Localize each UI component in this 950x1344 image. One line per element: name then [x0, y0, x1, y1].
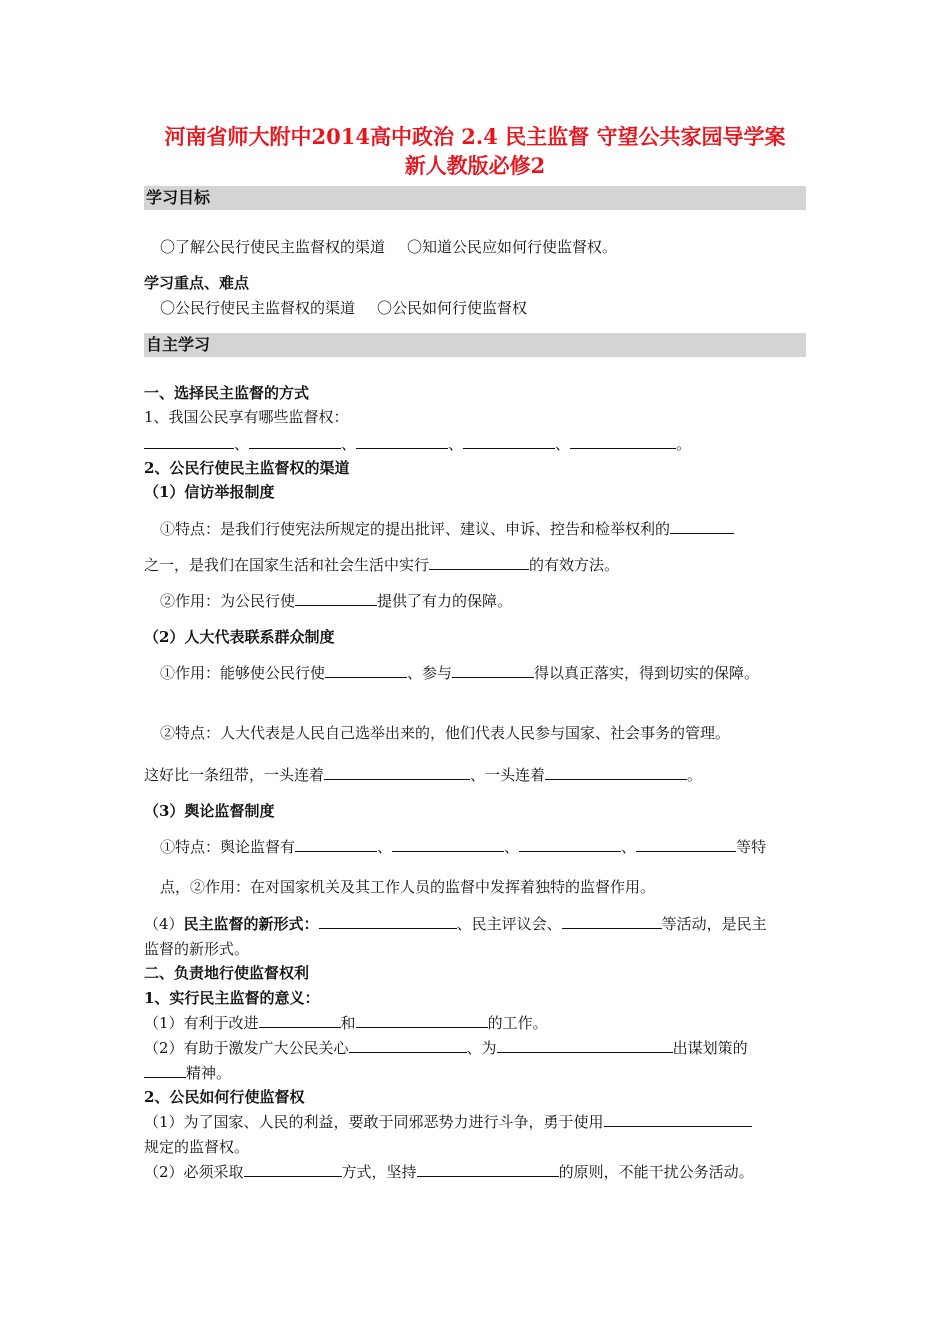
text-line: 之一，是我们在国家生活和社会生活中实行 的有效方法。	[144, 556, 620, 574]
answer-blank[interactable]	[463, 434, 555, 449]
answer-blank[interactable]	[545, 765, 687, 780]
text-line: （2）必须采取 方式，坚持 的原则，不能干扰公务活动。	[144, 1163, 754, 1181]
objective-item: 〇了解公民行使民主监督权的渠道	[160, 238, 386, 256]
part1-heading: 一、选择民主监督的方式	[144, 384, 310, 402]
answer-blank[interactable]	[429, 555, 529, 570]
answer-blank[interactable]	[497, 1038, 673, 1053]
section-heading-self-study: 自主学习	[144, 333, 806, 357]
text-line: ①作用：能够使公民行使 、参与 得以真正落实，得到切实的保障。	[160, 664, 760, 682]
subsection-heading: （1）信访举报制度	[144, 483, 275, 501]
answer-blank[interactable]	[144, 1063, 186, 1078]
question-heading: 2、公民行使民主监督权的渠道	[144, 459, 350, 477]
answer-blank[interactable]	[670, 519, 734, 534]
text-line: ①特点：是我们行使宪法所规定的提出批评、建议、申诉、控告和检举权利的	[160, 518, 734, 540]
text-line: ①特点：舆论监督有 、 、 、 等特	[160, 838, 767, 856]
page-subtitle: 新人教版必修2	[404, 153, 546, 178]
fill-in-line: 、 、 、 、 。	[144, 433, 691, 455]
text-line: 这好比一条纽带，一头连着 、一头连着 。	[144, 766, 703, 784]
keypoints-heading: 学习重点、难点	[144, 274, 250, 292]
answer-blank[interactable]	[636, 837, 736, 852]
answer-blank[interactable]	[259, 1013, 341, 1028]
keypoint-item: 〇公民行使民主监督权的渠道	[160, 299, 356, 317]
part2-heading: 二、负责地行使监督权利	[144, 964, 310, 982]
answer-blank[interactable]	[324, 765, 470, 780]
answer-blank[interactable]	[325, 663, 407, 678]
answer-blank[interactable]	[392, 837, 504, 852]
question-text: 1、我国公民享有哪些监督权：	[144, 408, 349, 426]
objectives-line	[160, 236, 617, 258]
text-line: （1）有利于改进 和 的工作。	[144, 1014, 548, 1032]
subsection-heading: （3）舆论监督制度	[144, 802, 275, 820]
answer-blank[interactable]	[295, 591, 377, 606]
keypoint-item: 〇公民如何行使监督权	[377, 299, 528, 317]
subsection-heading: （2）人大代表联系群众制度	[144, 628, 335, 646]
answer-blank[interactable]	[604, 1112, 752, 1127]
text-line: ②作用：为公民行使 提供了有力的保障。	[160, 592, 513, 610]
answer-blank[interactable]	[356, 434, 448, 449]
objective-item: 〇知道公民应如何行使监督权。	[407, 238, 618, 256]
answer-blank[interactable]	[249, 434, 341, 449]
question-heading: 1、实行民主监督的意义：	[144, 989, 320, 1007]
answer-blank[interactable]	[519, 837, 621, 852]
text-line: 点，②作用：在对国家机关及其工作人员的监督中发挥着独特的监督作用。	[160, 878, 656, 896]
text-line: 监督的新形式。	[144, 940, 250, 958]
text-line: （1）为了国家、人民的利益，要敢于同邪恶势力进行斗争，勇于使用	[144, 1111, 752, 1133]
text-line: （2）有助于激发广大公民关心 、为 出谋划策的	[144, 1039, 748, 1057]
text-line: ②特点：人大代表是人民自己选举出来的，他们代表人民参与国家、社会事务的管理。	[160, 724, 731, 742]
answer-blank[interactable]	[570, 434, 676, 449]
answer-blank[interactable]	[417, 1162, 559, 1177]
text-line: 规定的监督权。	[144, 1138, 250, 1156]
answer-blank[interactable]	[356, 1013, 488, 1028]
answer-blank[interactable]	[452, 663, 534, 678]
answer-blank[interactable]	[562, 914, 662, 929]
question-heading: 2、公民如何行使监督权	[144, 1088, 305, 1106]
text-line: （4）民主监督的新形式： 、民主评议会、 等活动，是民主	[144, 915, 767, 933]
text-line: 精神。	[144, 1062, 231, 1084]
section-heading-objectives: 学习目标	[144, 186, 806, 210]
answer-blank[interactable]	[244, 1162, 342, 1177]
answer-blank[interactable]	[319, 914, 457, 929]
keypoints-line	[160, 297, 527, 319]
answer-blank[interactable]	[144, 434, 234, 449]
answer-blank[interactable]	[349, 1038, 467, 1053]
answer-blank[interactable]	[295, 837, 377, 852]
page-title: 河南省师大附中2014高中政治 2.4 民主监督 守望公共家园导学案	[164, 124, 786, 149]
